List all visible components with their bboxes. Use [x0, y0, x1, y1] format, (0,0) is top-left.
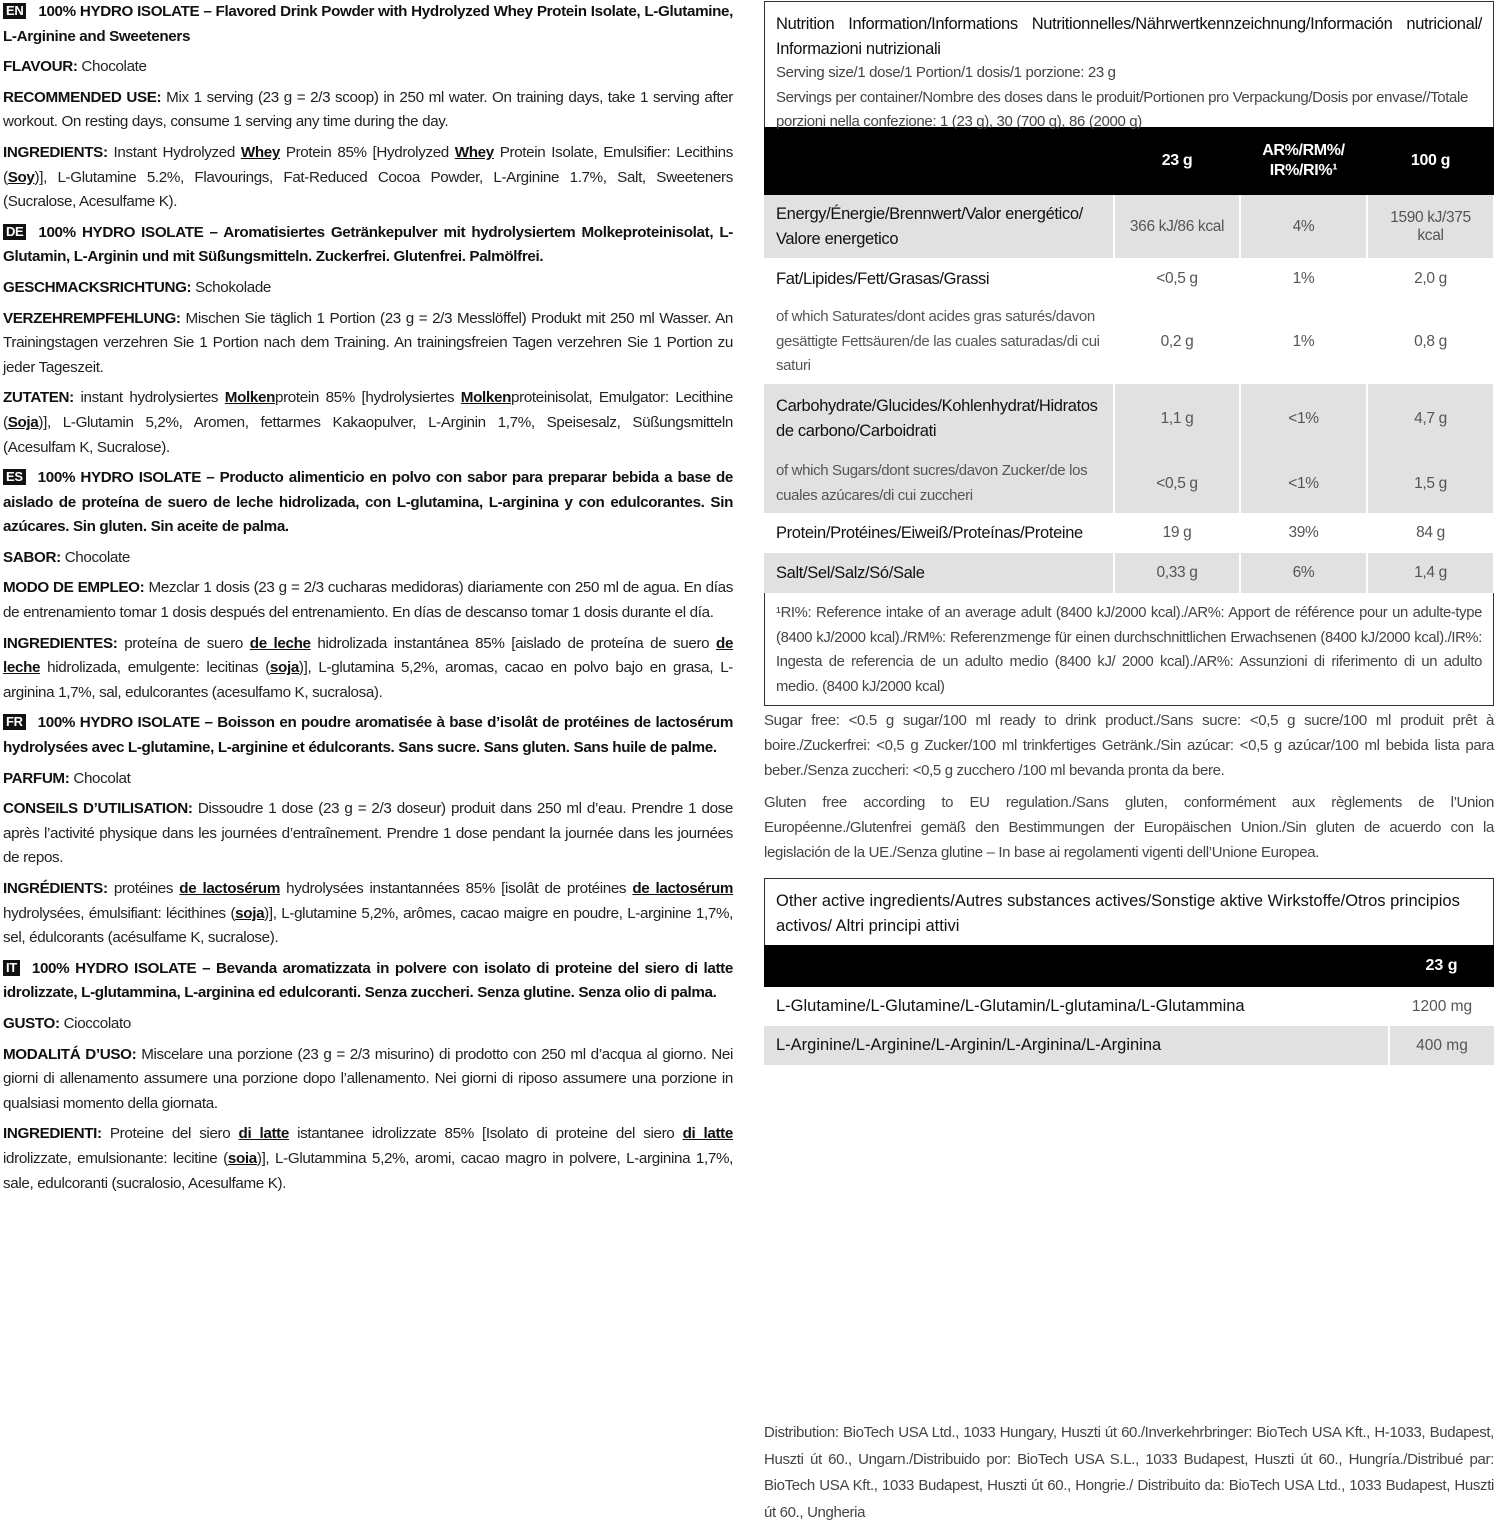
de-ingredients: ZUTATEN: instant hydrolysiertes Molkenprotein 85% [hydrolysiertes Molkenproteinisolat, Emulgator: Lecithine (Soja)], L-Glutamin 5,2%, Aromen, fettarmes Kakaopulver, L-Arginin 1,7%, Speisesalz, Süßungsmitteln (Acesulfam K, Sucralose). — [3, 389, 733, 456]
language-sections — [3, 0, 733, 1202]
it-flag: IT — [3, 960, 20, 976]
fr-ingredients: INGRÉDIENTS: protéines de lactosérum hydrolysées instantannées 85% [isolât de protéines de lactosérum hydrolysées, émulsifiant: lécithines (soja)], L-glutamine 5,2%, arômes, cacao maigre en poudre, L-arginine 1,7%, sel, édulcorants (acésulfame K, sucralose). — [3, 880, 734, 947]
table-row: of which Sugars/dont sucres/davon Zucker/de los cuales azúcares/di cui zuccheri <0,5 g <1% 1,5 g — [764, 454, 1494, 513]
it-ingredients: INGREDIENTI: Proteine del siero di latte istantanee idrolizzate 85% [Isolato di proteine del siero di latte idrolizzate, emulsionante: lecitine (soia)], L-Glutammina 5,2%, aromi, cacao magro in polvere, L-arginina 1,7%, sale, edulcoranti (sucralosio, Acesulfame K). — [3, 1125, 734, 1192]
servings-per-container: Servings per container/Nombre des doses dans le produit/Portionen pro Verpackung/Dosis por envase//Totale porzioni nella confezione: 1 (23 g), 30 (700 g), 86 (2000 g) — [776, 88, 1469, 130]
gluten-free-note: Gluten free according to EU regulation./Sans gluten, conformément aux règlements de l’Union Européenne./Glutenfrei gemäß den Bestimmungen der Europäischen Union./Sin gluten de acuerdo con la legislación de la UE./Senza glutine – In base ai regolamenti vigenti dell’Unione Europea. — [764, 794, 1494, 861]
serving-size: Serving size/1 dose/1 Portion/1 dosis/1 porzione: 23 g — [776, 64, 1116, 81]
fr-flavour: PARFUM: Chocolat — [3, 769, 131, 787]
col-23g: 23 g — [1114, 127, 1240, 195]
fr-use: CONSEILS D’UTILISATION: Dissoudre 1 dose (23 g = 2/3 doseur) produit dans 250 ml d’eau. Prendre 1 dose après l’activité physique dans les journées d’entraînement. Prendre 1 dose pendant la journée dans les journées de repos. — [3, 800, 734, 867]
distribution-info: Distribution: BioTech USA Ltd., 1033 Hungary, Huszti út 60./Inverkehrbringer: BioTech USA Kft., H-1033, Budapest, Huszti út 60., Ungarn./Distribuido por: BioTech USA S.L., 1033 Budapest, Huszti út 60., Hungría./Distribué par: BioTech USA Kft., 1033 Budapest, Huszti út 60., Hongrie./ Distribuito da: BioTech USA Ltd., 1033 Budapest, Huszti út 60., Ungheria — [764, 1424, 1494, 1521]
table-row: Salt/Sel/Salz/Só/Sale 0,33 g 6% 1,4 g — [764, 553, 1494, 593]
fr-flag: FR — [3, 714, 26, 730]
table-row: L-Arginine/L-Arginine/L-Arginin/L-Arginina/L-Arginina 400 mg — [764, 1026, 1494, 1065]
es-flag: ES — [3, 469, 26, 485]
fr-title: FR 100% HYDRO ISOLATE – Boisson en poudre aromatisée à base d’isolât de protéines de lactosérum hydrolysées avec L-glutamine, L-arginine et édulcorants. Sans sucre. Sans gluten. Sans huile de palme. — [3, 714, 733, 757]
en-use: RECOMMENDED USE: Mix 1 serving (23 g = 2/3 scoop) in 250 ml water. On training days, take 1 serving after workout. On resting days, consume 1 serving any time during the day. — [3, 88, 733, 131]
de-flag: DE — [3, 224, 26, 240]
en-flavour: FLAVOUR: Chocolate — [3, 58, 147, 76]
nutrition-footnote: ¹RI%: Reference intake of an average adult (8400 kJ/2000 kcal)./AR%: Apport de référence pour un adulte-type (8400 kJ/2000 kcal)./RM%: Referenzmenge für einen durchschnittlichen Erwachsenen (8400 kJ/2000 kcal)./IR%: Ingesta de referencia de un adulto medio (8400 kJ/ 2000 kcal)./AR%: Assunzioni di riferimento di un adulto medio. (8400 kJ/2000 kcal) — [764, 593, 1494, 706]
col-100g: 100 g — [1367, 127, 1494, 195]
it-title: IT 100% HYDRO ISOLATE – Bevanda aromatizzata in polvere con isolato di proteine del siero di latte idrolizzate, L-glutammina, L-arginina ed edulcoranti. Senza zuccheri. Senza glutine. Senza olio di palma. — [3, 959, 733, 1002]
other-ingredients-title: Other active ingredients/Autres substances actives/Sonstige aktive Wirkstoffe/Otros principios activos/ Altri principi attivi — [764, 878, 1494, 945]
de-use: VERZEHREMPFEHLUNG: Mischen Sie täglich 1 Portion (23 g = 2/3 Messlöffel) Produkt mit 250 ml Wasser. An Trainingstagen verzehren Sie 1 Portion nach dem Training. An trainingsfreien Tagen verzehren Sie 1 Portion zu jeder Tageszeit. — [3, 309, 733, 376]
table-row: Carbohydrate/Glucides/Kohlenhydrat/Hidratos de carbono/Carboidrati 1,1 g <1% 4,7 g — [764, 384, 1494, 454]
nutrition-panel — [764, 0, 1494, 865]
en-ingredients: INGREDIENTS: Instant Hydrolyzed Whey Protein 85% [Hydrolyzed Whey Protein Isolate, Emulsifier: Lecithins (Soy)], L-Glutamine 5.2%, Flavourings, Fat-Reduced Cocoa Powder, L-Arginine 1.7%, Salt, Sweeteners (Sucralose, Acesulfame K). — [3, 143, 733, 211]
it-flavour: GUSTO: Cioccolato — [3, 1014, 131, 1032]
es-title: ES 100% HYDRO ISOLATE – Producto alimenticio en polvo con sabor para preparar bebida a base de aislado de proteína de suero de leche hidrolizada, con L-glutamina, L-arginina y con edulcorantes. Sin azúcares. Sin gluten. Sin aceite de palma. — [3, 469, 733, 536]
table-row: of which Saturates/dont acides gras saturés/davon gesättigte Fettsäuren/de las cuales saturadas/di cui saturi 0,2 g 1% 0,8 g — [764, 300, 1494, 384]
other-ingredients-table — [764, 945, 1494, 1065]
table-row: Energy/Énergie/Brennwert/Valor energético/ Valore energetico 366 kJ/86 kcal 4% 1590 kJ/375 kcal — [764, 195, 1494, 258]
de-title: DE 100% HYDRO ISOLATE – Aromatisiertes Getränkepulver mit hydrolysiertem Molkeproteinisolat, L-Glutamin, L-Arginin und mit Süßungsmitteln. Zuckerfrei. Glutenfrei. Palmölfrei. — [3, 223, 733, 266]
nutrition-table-header — [764, 127, 1494, 195]
es-ingredients: INGREDIENTES: proteína de suero de leche hidrolizada instantánea 85% [aislado de proteína de suero de leche hidrolizada, emulgente: lecitinas (soja)], L-glutamina 5,2%, aromas, cacao en polvo bajo en grasa, L-arginina 1,7%, sal, edulcorantes (acesulfamo K, sucralosa). — [3, 634, 734, 701]
nutrition-header — [764, 1, 1494, 130]
table-row: Protein/Protéines/Eiweiß/Proteínas/Proteine 19 g 39% 84 g — [764, 513, 1494, 553]
en-title: EN 100% HYDRO ISOLATE – Flavored Drink Powder with Hydrolyzed Whey Protein Isolate, L-Glutamine, L-Arginine and Sweeteners — [3, 3, 733, 45]
claims — [764, 708, 1494, 865]
col-ri: AR%/RM%/ IR%/RI%¹ — [1240, 127, 1367, 195]
other-col-23g: 23 g — [1389, 945, 1494, 987]
nutrition-title: Nutrition Information/Informations Nutritionnelles/Nährwertkennzeichnung/Información nutricional/ Informazioni nutrizionali — [776, 15, 1482, 58]
table-row: L-Glutamine/L-Glutamine/L-Glutamin/L-glutamina/L-Glutammina 1200 mg — [764, 987, 1494, 1026]
sugar-free-note: Sugar free: <0.5 g sugar/100 ml ready to drink product./Sans sucre: <0,5 g sucre/100 ml produit prêt à boire./Zuckerfrei: <0,5 g Zucker/100 ml trinkfertiges Getränk./Sin azúcar: <0,5 g azúcar/100 ml bebida lista para beber./Senza zuccheri: <0,5 g zucchero /100 ml bevanda pronta da bere. — [764, 712, 1494, 779]
en-flag: EN — [3, 3, 26, 19]
other-ingredients-panel — [764, 878, 1494, 1065]
it-use: MODALITÁ D’USO: Miscelare una porzione (23 g = 2/3 misurino) di prodotto con 250 ml d’acqua al giorno. Nei giorni di allenamento assumere una porzione dopo l’allenamento. Nei giorni di riposo assumere una porzione in qualsiasi momento della giornata. — [3, 1045, 733, 1112]
table-row: Fat/Lipides/Fett/Grasas/Grassi <0,5 g 1% 2,0 g — [764, 258, 1494, 300]
nutrition-table — [764, 127, 1495, 593]
es-use: MODO DE EMPLEO: Mezclar 1 dosis (23 g = 2/3 cucharas medidoras) diariamente con 250 ml de agua. En días de entrenamiento tomar 1 dosis después del entrenamiento. En días de descanso tomar 1 dosis durante el día. — [3, 579, 733, 622]
de-flavour: GESCHMACKSRICHTUNG: Schokolade — [3, 278, 272, 296]
es-flavour: SABOR: Chocolate — [3, 548, 130, 566]
